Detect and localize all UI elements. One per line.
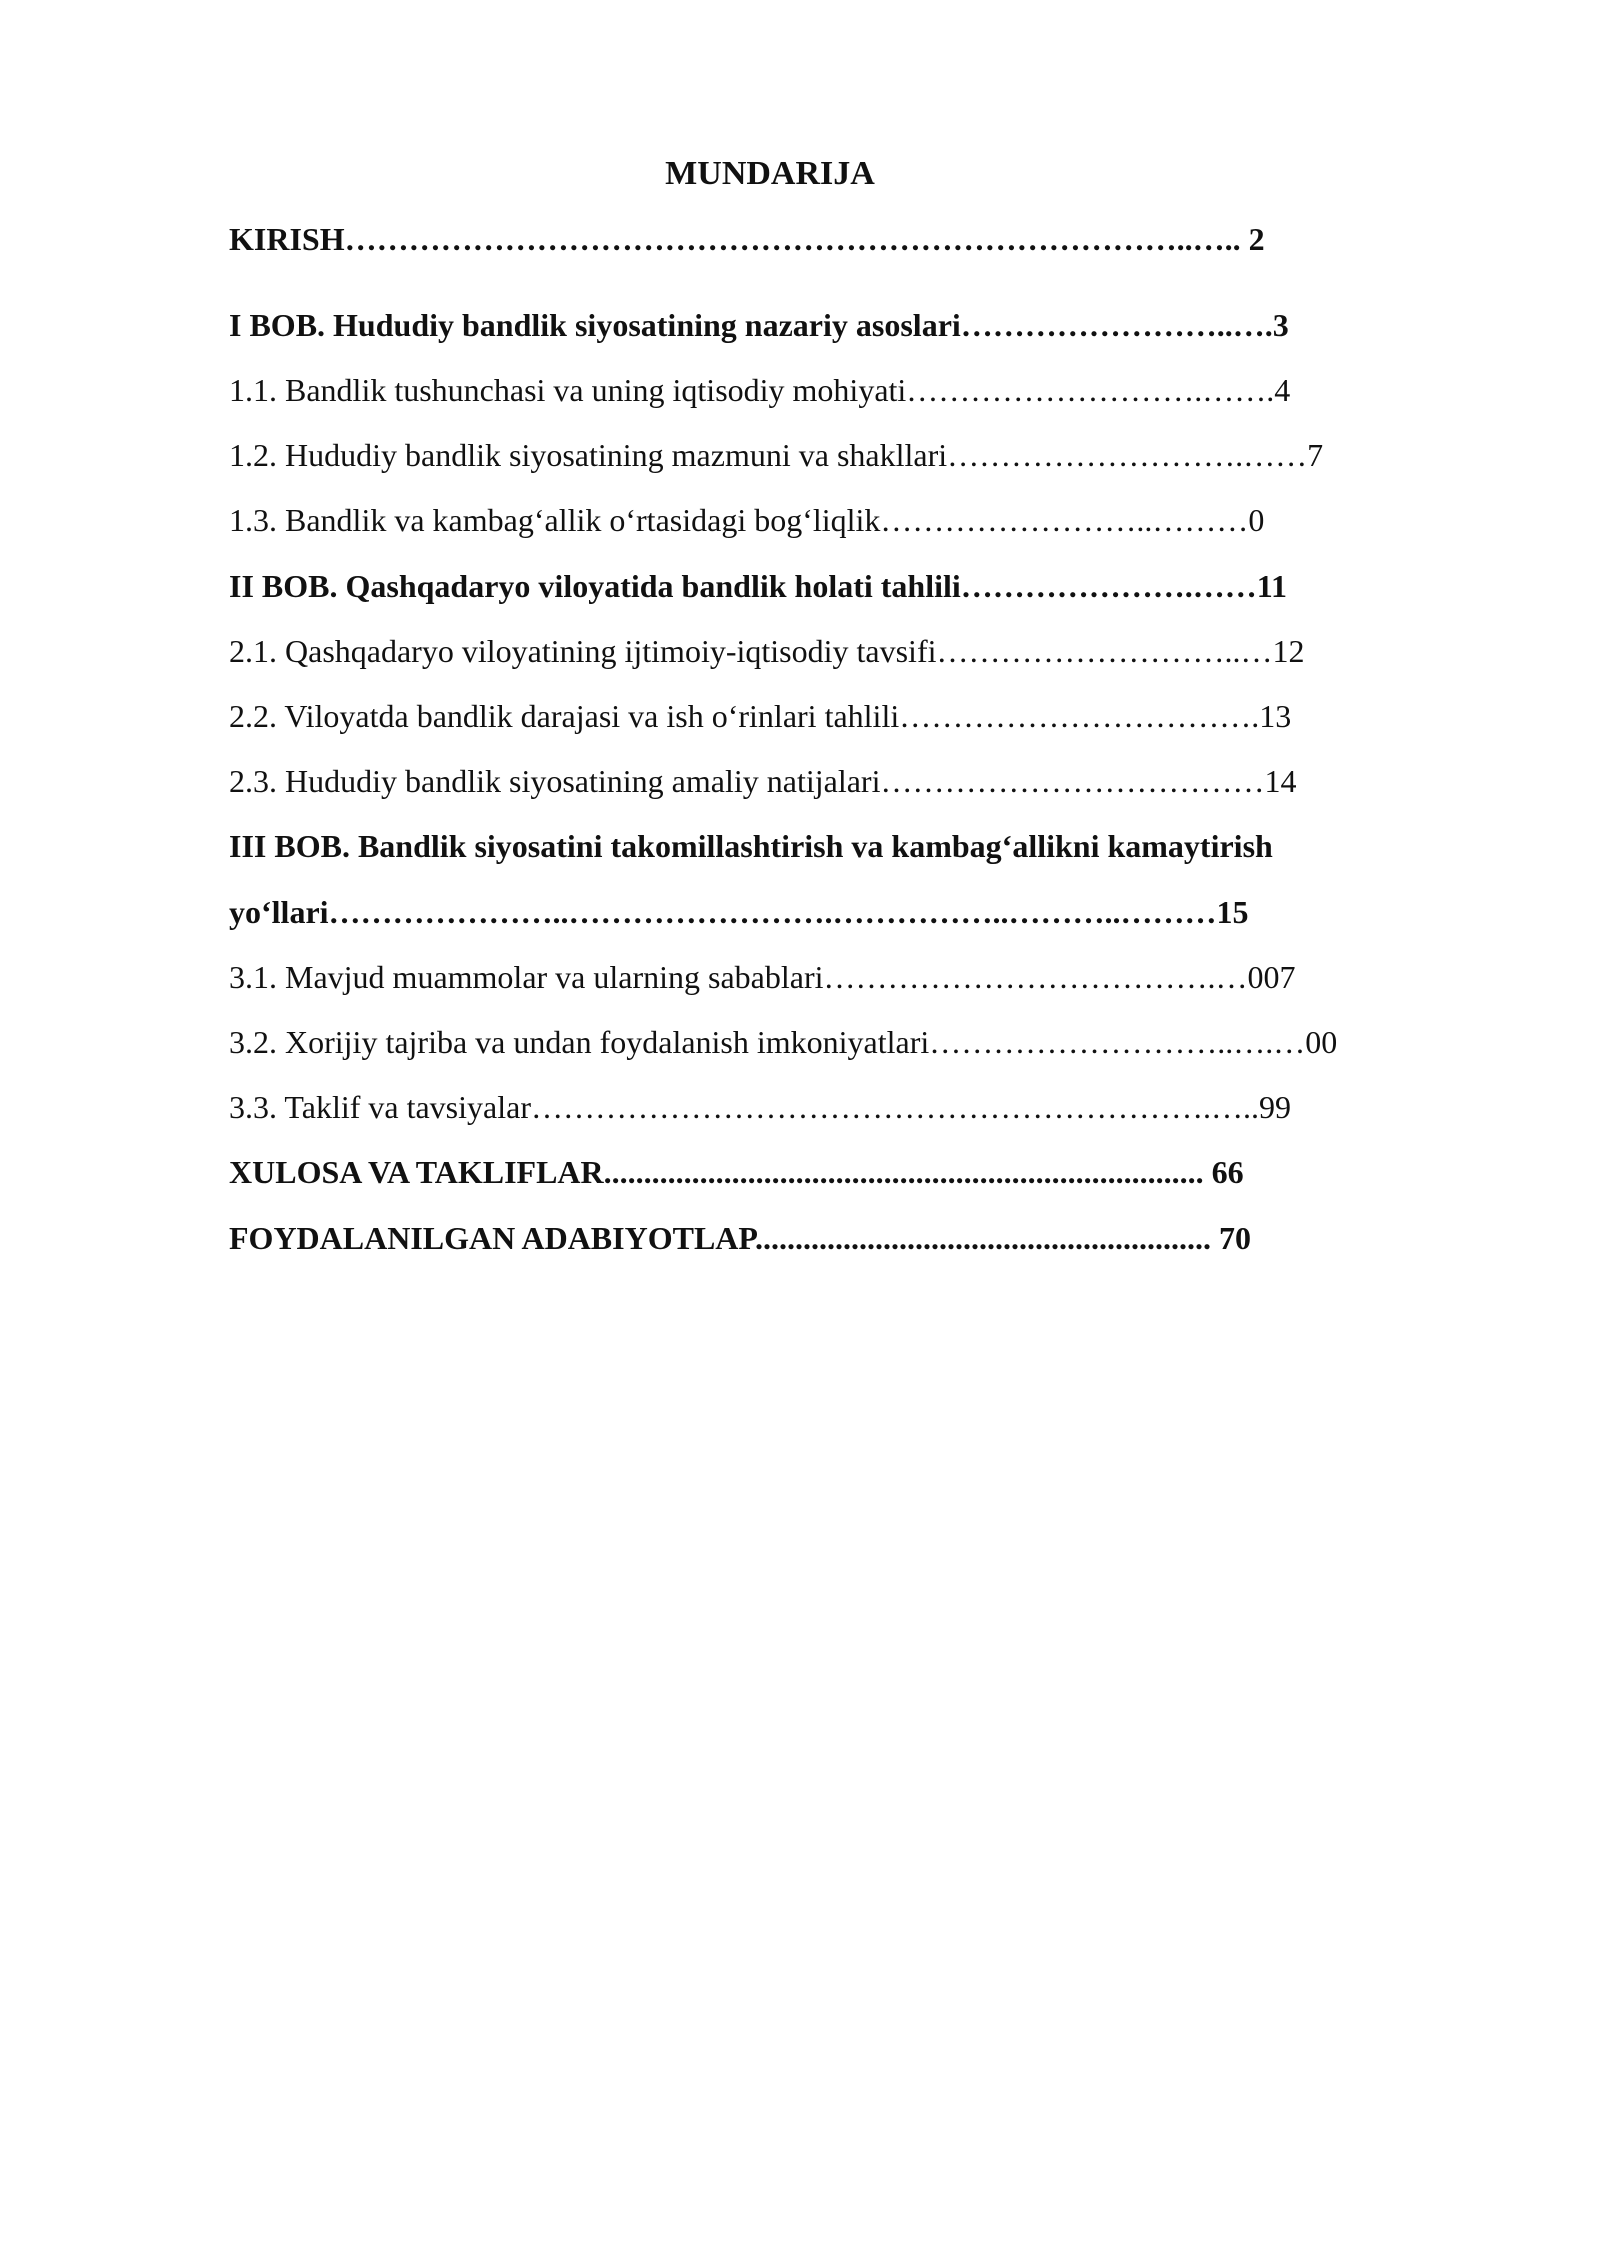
toc-entry-2-1[interactable]: 2.1. Qashqadaryo viloyatining ijtimoiy-iqtisodiy tavsifi………………………..…12 — [229, 633, 1305, 669]
toc-entry-2-2[interactable]: 2.2. Viloyatda bandlik darajasi va ish o‘rinlari tahlili…………………………….13 — [229, 698, 1292, 734]
toc-entry-chapter-3[interactable]: III BOB. Bandlik siyosatini takomillashtirish va kambag‘allikni kamaytirish — [229, 828, 1273, 864]
toc-entry-3-2[interactable]: 3.2. Xorijiy tajriba va undan foydalanish imkoniyatlari………………………..….…00 — [229, 1024, 1338, 1060]
toc-entry-3-1[interactable]: 3.1. Mavjud muammolar va ularning sabablari……………………………….…007 — [229, 959, 1296, 995]
toc-entry-1-1[interactable]: 1.1. Bandlik tushunchasi va uning iqtisodiy mohiyati……………………….…….4 — [229, 372, 1291, 408]
toc-entry-1-2[interactable]: 1.2. Hududiy bandlik siyosatining mazmuni va shakllari……………………….……7 — [229, 437, 1324, 473]
toc-entry-chapter-1[interactable]: I BOB. Hududiy bandlik siyosatining nazariy asoslari……………………..….3 — [229, 307, 1289, 343]
toc-entry-1-3[interactable]: 1.3. Bandlik va kambag‘allik o‘rtasidagi bog‘liqlik……………………..………0 — [229, 502, 1265, 538]
toc-entry-conclusion[interactable]: XULOSA VA TAKLIFLAR........................................................................... 66 — [229, 1154, 1244, 1190]
toc-entry-references[interactable]: FOYDALANILGAN ADABIYOTLAP......................................................... 70 — [229, 1220, 1251, 1256]
toc-entry-2-3[interactable]: 2.3. Hududiy bandlik siyosatining amaliy natijalari………………………………14 — [229, 763, 1297, 799]
toc-entry-3-3[interactable]: 3.3. Taklif va tavsiyalar……………………………………………………….…..99 — [229, 1089, 1291, 1125]
page-title: MUNDARIJA — [665, 155, 875, 192]
toc-entry-chapter-3-continued[interactable]: yo‘llari…………………..…………………….……………..………..………15 — [229, 894, 1249, 930]
toc-entry-chapter-2[interactable]: II BOB. Qashqadaryo viloyatida bandlik holati tahlili………………….……11 — [229, 568, 1287, 604]
toc-entry-kirish[interactable]: KIRISH……………………………………………………………………..….. 2 — [229, 221, 1265, 257]
